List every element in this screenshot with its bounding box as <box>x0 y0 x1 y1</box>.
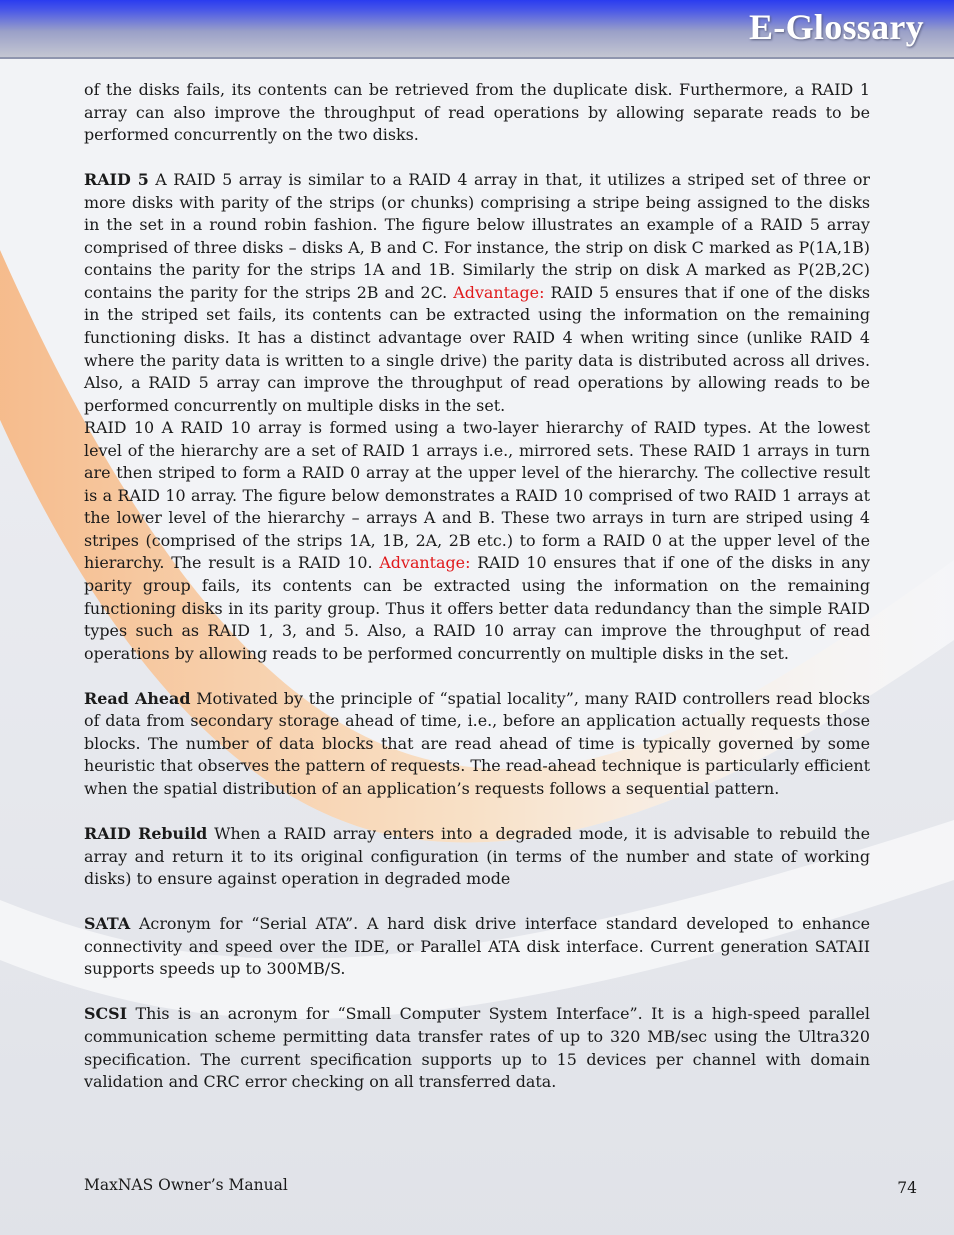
page-number: 74 <box>897 1179 917 1197</box>
header-bar <box>0 0 954 59</box>
glossary-entry-raid10 <box>84 417 870 665</box>
glossary-entry-read-ahead <box>84 688 870 801</box>
scsi-text: This is an acronym for “Small Computer System Interface”. It is a high-speed parallel communication scheme permitting data transfer rates of up to 320 MB/sec using the Ultra320 specification. The current specification supports up to 15 devices per channel with domain validation and CRC error checking on all transferred data. <box>84 1004 870 1092</box>
term-raid5: RAID 5 <box>84 170 149 190</box>
term-sata: SATA <box>84 914 131 934</box>
term-read-ahead: Read Ahead <box>84 688 191 708</box>
term-raid-rebuild: RAID Rebuild <box>84 824 208 844</box>
raid10-advantage-label: Advantage: <box>379 553 471 573</box>
raid10-text-1: RAID 10 A RAID 10 array is formed using a two-layer hierarchy of RAID types. At the lowest level of the hierarchy are a set of RAID 1 arrays i.e., mirrored sets. These RAID 1 arrays in turn are then striped to form a RAID 0 array at the upper level of the hierarchy. The collective result is a RAID 10 array. The figure below demonstrates a RAID 10 comprised of two RAID 1 arrays at the lower level of the hierarchy – arrays A and B. These two arrays in turn are striped using 4 stripes (comprised of the strips 1A, 1B, 2A, 2B etc.) to form a RAID 0 at the upper level of the hierarchy. The result is a RAID 10. <box>84 418 870 573</box>
raid10-text-2: RAID 10 ensures that if one of the disks in any parity group fails, its contents can be extracted using the information on the remaining functioning disks in its parity group. Thus it offers better data redundancy than the simple RAID types such as RAID 1, 3, and 5. Also, a RAID 10 array can improve the throughput of read operations by allowing reads to be performed concurrently on multiple disks in the set. <box>84 553 870 663</box>
raid-rebuild-text: When a RAID array enters into a degraded mode, it is advisable to rebuild the array and return it to its original configuration (in terms of the number and state of working disks) to ensure against operation in degraded mode <box>84 824 870 889</box>
glossary-entry-raid-rebuild <box>84 823 870 891</box>
footer-manual-title: MaxNAS Owner’s Manual <box>84 1176 288 1194</box>
glossary-entry-scsi <box>84 1003 870 1093</box>
sata-text: Acronym for “Serial ATA”. A hard disk drive interface standard developed to enhance connectivity and speed over the IDE, or Parallel ATA disk interface. Current generation SATAII supports speeds up to 300MB/S. <box>84 914 870 979</box>
glossary-entry-sata <box>84 913 870 981</box>
term-scsi: SCSI <box>84 1004 128 1024</box>
raid5-text-1: A RAID 5 array is similar to a RAID 4 array in that, it utilizes a striped set of three or more disks with parity of the strips (or chunks) comprising a stripe being assigned to the disks in the set in a round robin fashion. The figure below illustrates an example of a RAID 5 array comprised of three disks – disks A, B and C. For instance, the strip on disk C marked as P(1A,1B) contains the parity for the strips 1A and 1B. Similarly the strip on disk A marked as P(2B,2C) contains the parity for the strips 2B and 2C. <box>84 170 870 302</box>
read-ahead-text: Motivated by the principle of “spatial locality”, many RAID controllers read blocks of data from secondary storage ahead of time, i.e., before an application actually requests those blocks. The number of data blocks that are read ahead of time is typically governed by some heuristic that observes the pattern of requests. The read-ahead technique is particularly efficient when the spatial distribution of an application’s requests follows a sequential pattern. <box>84 688 870 798</box>
page-title: E-Glossary <box>748 7 924 47</box>
glossary-content <box>84 79 870 1094</box>
paragraph-text: of the disks fails, its contents can be retrieved from the duplicate disk. Furthermore, a RAID 1 array can also improve the throughput of read operations by allowing separate reads to be performed concurrently on the two disks. <box>84 80 870 145</box>
glossary-entry-raid5 <box>84 169 870 417</box>
paragraph-raid1-continuation <box>84 79 870 147</box>
raid5-advantage-label: Advantage: <box>453 282 545 302</box>
raid5-text-2: RAID 5 ensures that if one of the disks in the striped set fails, its contents can be extracted using the information on the remaining functioning disks. It has a distinct advantage over RAID 4 when writing since (unlike RAID 4 where the parity data is written to a single drive) the parity data is distributed across all drives. Also, a RAID 5 array can improve the throughput of read operations by allowing reads to be performed concurrently on multiple disks in the set. <box>84 282 870 415</box>
